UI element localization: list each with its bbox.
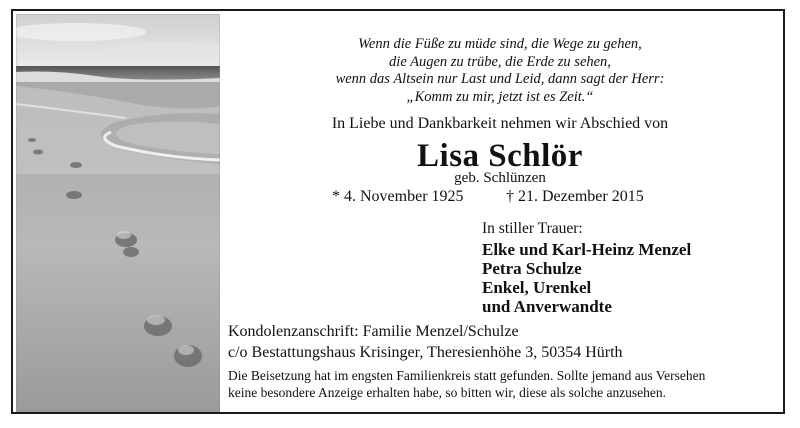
- condolence-line: c/o Bestattungshaus Krisinger, Theresienhöhe 3, 50354 Hürth: [228, 344, 623, 361]
- note-line: Die Beisetzung hat im engsten Familienkreis statt gefunden. Sollte jemand aus Versehen: [228, 368, 706, 383]
- poem-line: wenn das Altsein nur Last und Leid, dann sagt der Herr:: [335, 71, 665, 87]
- birth-name: geb. Schlünzen: [454, 170, 546, 186]
- obituary-content: [224, 14, 776, 412]
- deceased-name: Lisa Schlör: [417, 138, 583, 174]
- mourner-name: Petra Schulze: [482, 259, 582, 278]
- mourner-name: Elke und Karl-Heinz Menzel: [482, 240, 692, 259]
- farewell-intro: In Liebe und Dankbarkeit nehmen wir Abschied von: [331, 115, 669, 132]
- condolence-address: [228, 321, 623, 363]
- mourners-list: [482, 240, 691, 316]
- poem-line: Wenn die Füße zu müde sind, die Wege zu gehen,: [358, 36, 642, 52]
- birth-date: * 4. November 1925: [332, 188, 464, 205]
- burial-note: [228, 367, 705, 401]
- poem-line: „Komm zu mir, jetzt ist es Zeit.“: [406, 88, 594, 105]
- death-date: † 21. Dezember 2015: [506, 188, 644, 205]
- mourner-name: und Anverwandte: [482, 297, 612, 316]
- condolence-line: Kondolenzanschrift: Familie Menzel/Schulze: [228, 323, 519, 340]
- poem: [224, 36, 776, 106]
- note-line: keine besondere Anzeige erhalten habe, so bitten wir, diese als solche anzusehen.: [228, 385, 667, 400]
- mourner-name: Enkel, Urenkel: [482, 278, 592, 297]
- mourning-heading: In stiller Trauer:: [482, 220, 583, 237]
- poem-line: die Augen zu trübe, die Erde zu sehen,: [389, 53, 611, 70]
- beach-footprints-photo: [16, 14, 220, 412]
